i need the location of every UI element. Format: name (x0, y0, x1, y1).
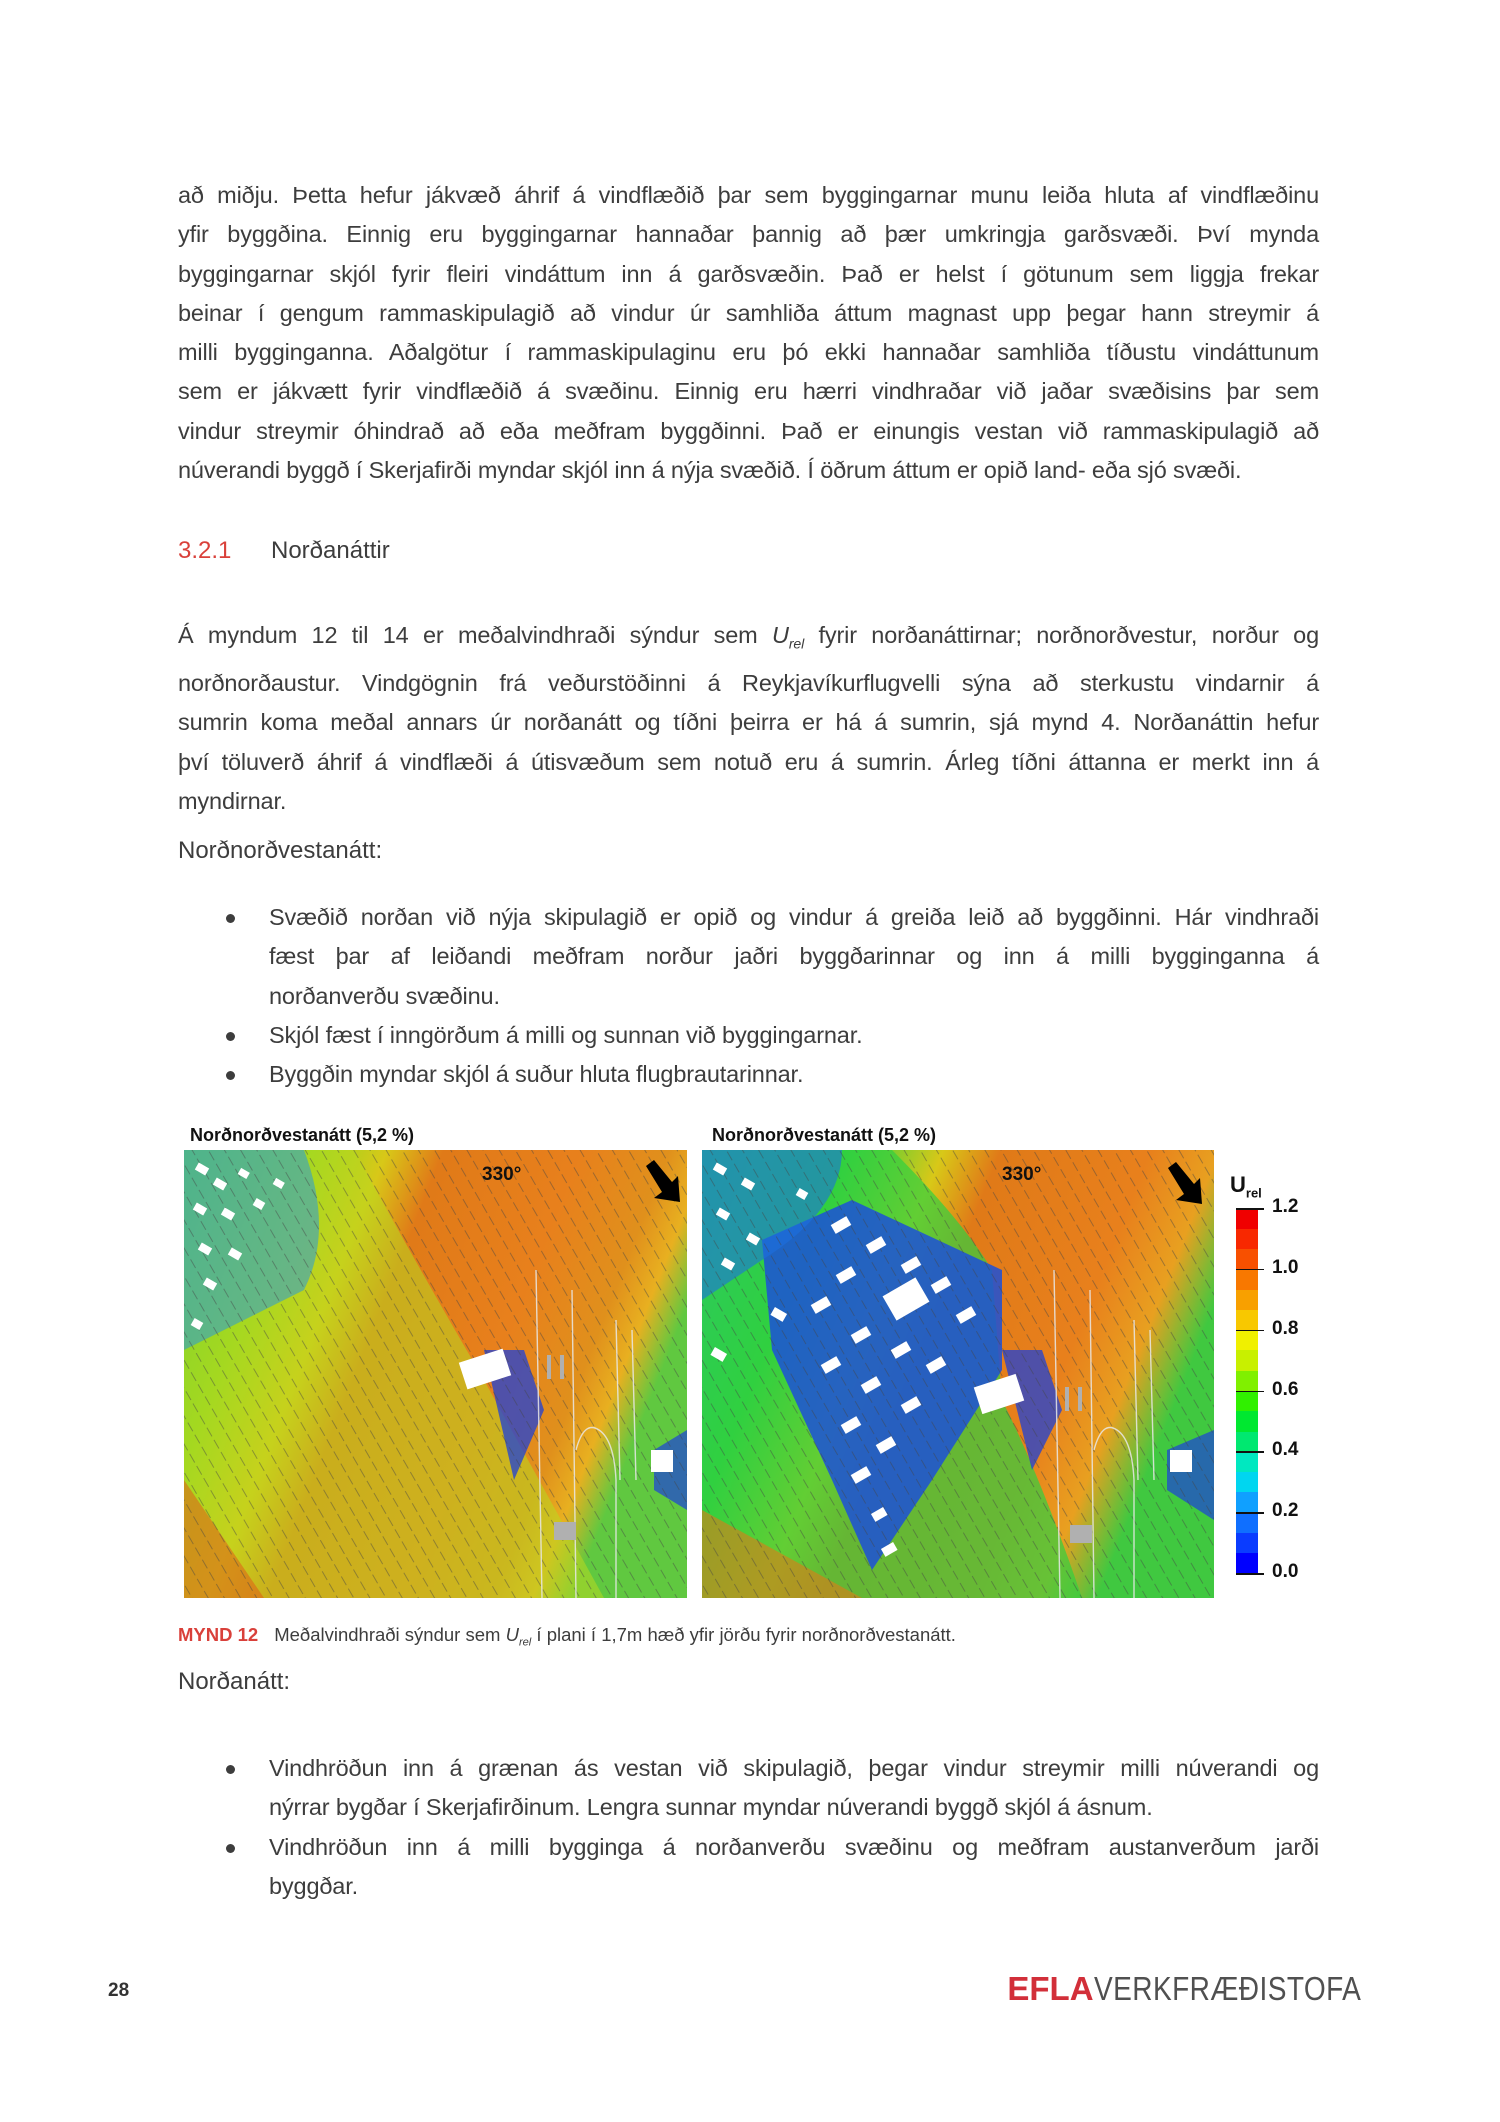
intro-paragraph (178, 176, 1319, 490)
colorbar-segment (1236, 1269, 1258, 1290)
efla-logo (1007, 1970, 1408, 2008)
text-line: að miðju. Þetta hefur jákvæð áhrif á vindflæðið þar sem byggingarnar munu leiða hluta af vindflæðinu (178, 182, 1319, 208)
wind-map-planned-svg (702, 1150, 1214, 1598)
colorbar-segment (1236, 1289, 1258, 1310)
colorbar-segment (1236, 1411, 1258, 1432)
bullet-icon (226, 914, 235, 923)
colorbar-title: $U_{rel}$ (1230, 1172, 1262, 1201)
list-item (178, 1828, 1319, 1907)
u-rel-symbol: $U_{rel}$ (505, 1624, 532, 1649)
colorbar-segment (1236, 1472, 1258, 1493)
list-item (178, 1016, 1319, 1055)
colorbar-tick-label: 0.0 (1272, 1561, 1299, 1582)
colorbar-tick-label: 0.6 (1272, 1378, 1299, 1400)
text-line: Skjól fæst í inngörðum á milli og sunnan við byggingarnar. (269, 1021, 863, 1048)
wind-vectors (184, 1150, 687, 1598)
north-label: Norðanátt: (178, 1668, 291, 1695)
colorbar-tick-mark (1236, 1330, 1264, 1332)
colorbar-segment (1236, 1391, 1258, 1412)
text-line: norðanverðu svæðinu. (269, 982, 500, 1009)
text-line: sem er jákvætt fyrir vindflæðið á svæðinu. Einnig eru hærri vindhraðar við jaðar svæðisins þar sem (178, 378, 1319, 405)
logo-subtitle: VERKFRÆÐISTOFA (1093, 1970, 1361, 2007)
section-heading (178, 537, 390, 565)
colorbar-tick-label: 0.4 (1272, 1439, 1299, 1461)
text-line: Svæðið norðan við nýja skipulagið er opið og vindur á greiða leið að byggðinni. Hár vindhraði (269, 904, 1319, 930)
wind-vectors (702, 1150, 1214, 1598)
bullet-icon (226, 1032, 235, 1041)
text-line: því töluverð áhrif á vindflæði á útisvæðum sem notuð eru á sumrin. Árleg tíðni áttanna er merkt inn á (178, 748, 1319, 775)
text-line: Vindhröðun inn á grænan ás vestan við skipulagið, þegar vindur streymir milli núverandi og (269, 1755, 1319, 1781)
text-line (178, 616, 1319, 664)
text-line: myndirnar. (178, 787, 287, 814)
text-line: byggingarnar skjól fyrir fleiri vindáttum inn á garðsvæðin. Það er helst í götunum sem liggja frekar (178, 260, 1319, 287)
text-fragment: fyrir norðanáttirnar; norðnorðvestur, norður og (804, 622, 1319, 648)
colorbar-segment (1236, 1512, 1258, 1533)
colorbar-tick-mark (1236, 1269, 1264, 1271)
wind-direction-arrow-icon (1164, 1162, 1204, 1208)
caption-text: í plani í 1,7m hæð yfir jörðu fyrir norðnorðvestanátt. (531, 1624, 956, 1645)
list-item (178, 898, 1319, 1016)
text-line: yfir byggðina. Einnig eru byggingarnar hannaðar þannig að þær umkringja garðsvæði. Því mynda (178, 221, 1319, 248)
colorbar-segment (1236, 1208, 1258, 1229)
section-title: Norðanáttir (271, 537, 390, 564)
wind-map-existing (184, 1150, 687, 1598)
text-line: núverandi byggð í Skerjafirði myndar skjól inn á nýja svæðið. Í öðrum áttum er opið land- eða sjó svæði. (178, 457, 1242, 484)
section-paragraph (178, 616, 1319, 821)
north-bullet-list (178, 1749, 1319, 1906)
colorbar-tick-label: 0.8 (1272, 1317, 1299, 1339)
text-line: norðnorðaustur. Vindgögnin frá veðurstöðinni á Reykjavíkurflugvelli sýna að sterkustu vindarnir á (178, 669, 1319, 696)
colorbar-segment (1236, 1431, 1258, 1452)
list-item (178, 1055, 1319, 1094)
wind-map-existing-svg (184, 1150, 687, 1598)
section-number: 3.2.1 (178, 537, 232, 564)
bullet-icon (226, 1765, 235, 1774)
panel-title-existing: Norðnorðvestanátt (5,2 %) (190, 1125, 415, 1145)
colorbar-tick-mark (1236, 1391, 1264, 1393)
colorbar-tick-label: 1.2 (1272, 1196, 1299, 1217)
colorbar-segment (1236, 1553, 1258, 1574)
logo-brand: EFLA (1007, 1970, 1094, 2007)
wind-map-planned (702, 1150, 1214, 1598)
text-line: sumrin koma meðal annars úr norðanátt og tíðni þeirra er há á sumrin, sjá mynd 4. Norðanáttin hefur (178, 709, 1319, 736)
colorbar-segment (1236, 1532, 1258, 1553)
bullet-icon (226, 1071, 235, 1080)
u-rel-symbol: $U_{rel}$ (772, 622, 805, 652)
text-line: fæst þar af leiðandi meðfram norður jaðri byggðarinnar og inn á milli bygginganna á (269, 943, 1319, 970)
page-number: 28 (108, 1980, 130, 2001)
text-line: Vindhröðun inn á milli bygginga á norðanverðu svæðinu og meðfram austanverðum jarði (269, 1833, 1319, 1860)
text-line: milli bygginganna. Aðalgötur í rammaskipulaginu eru þó ekki hannaðar samhliða tíðustu vindáttunum (178, 339, 1319, 366)
bullet-icon (226, 1844, 235, 1853)
text-fragment: Á myndum 12 til 14 er meðalvindhraði sýndur sem (178, 622, 773, 648)
colorbar-segment (1236, 1370, 1258, 1391)
text-line: byggðar. (269, 1872, 358, 1899)
colorbar-segment (1236, 1309, 1258, 1330)
colorbar-segment (1236, 1451, 1258, 1472)
colorbar-tick-label: 1.0 (1272, 1256, 1299, 1278)
colorbar-segment (1236, 1330, 1258, 1351)
colorbar-tick-mark (1236, 1208, 1264, 1210)
panel-title-planned: Norðnorðvestanátt (5,2 %) (712, 1125, 937, 1145)
colorbar-tick-label: 0.2 (1272, 1500, 1299, 1522)
caption-text: Meðalvindhraði sýndur sem (274, 1624, 506, 1645)
text-line: beinar í gengum rammaskipulagið að vindur úr samhliða áttum magnast upp þegar hann streymir á (178, 299, 1319, 326)
text-line: vindur streymir óhindrað að eða meðfram byggðinni. Það er einungis vestan við rammaskipulagið að (178, 417, 1319, 444)
wind-direction-arrow-icon (642, 1160, 682, 1206)
wind-direction-label: 330° (482, 1164, 522, 1185)
colorbar-tick-mark (1236, 1451, 1264, 1453)
nnw-bullet-list (178, 898, 1319, 1094)
wind-direction-label: 330° (1002, 1164, 1042, 1185)
colorbar-segment (1236, 1492, 1258, 1513)
colorbar-segment (1236, 1249, 1258, 1270)
colorbar-segment (1236, 1350, 1258, 1371)
colorbar-segment (1236, 1228, 1258, 1249)
text-line: nýrrar bygðar í Skerjafirðinum. Lengra sunnar myndar núverandi byggð skjól á ásnum. (269, 1794, 1153, 1821)
figure-number: MYND 12 (178, 1624, 259, 1645)
list-item (178, 1749, 1319, 1828)
figure-caption (178, 1624, 956, 1649)
colorbar-tick-mark (1236, 1573, 1264, 1575)
nnw-label: Norðnorðvestanátt: (178, 837, 383, 864)
text-line: Byggðin myndar skjól á suður hluta flugbrautarinnar. (269, 1061, 804, 1088)
colorbar-tick-mark (1236, 1512, 1264, 1514)
